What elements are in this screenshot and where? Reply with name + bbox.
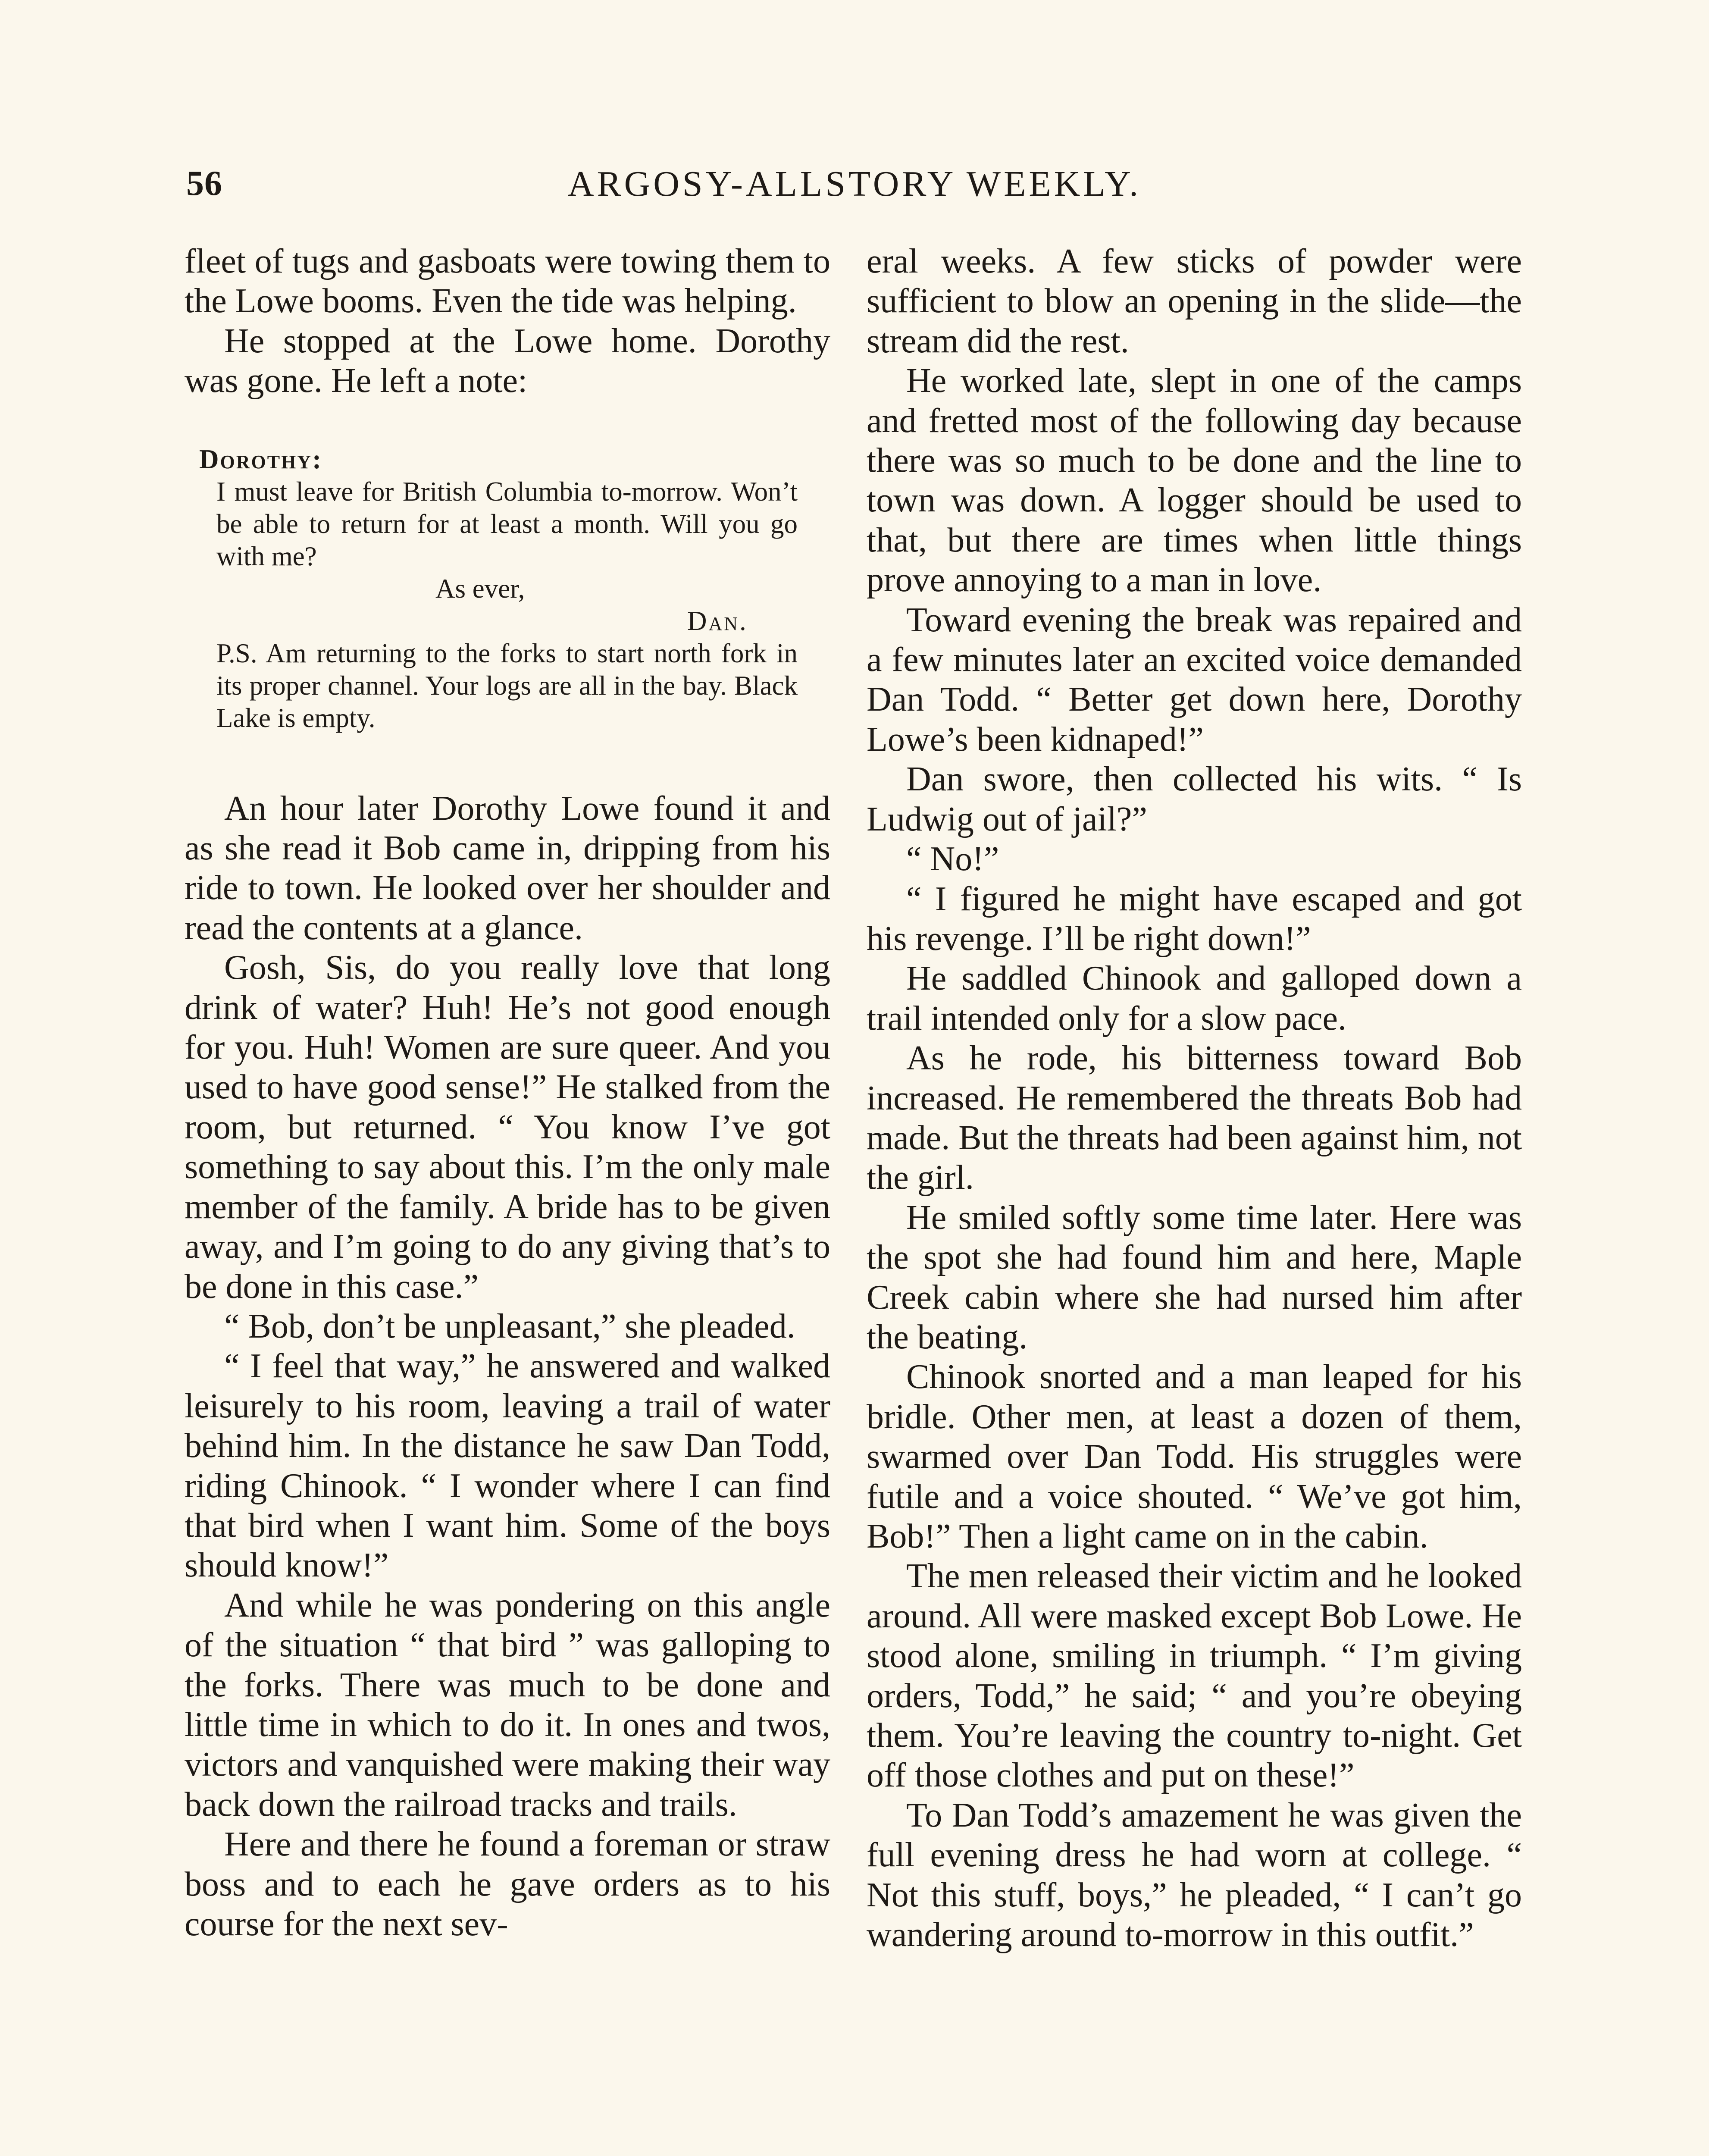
note-signature: Dan. <box>687 605 748 636</box>
paragraph: And while he was pondering on this angle of the situation “ that bird ” was galloping to the forks. There was much to be done and little time in which to do it. In ones and twos, victors and vanquished were making their way back down the railroad tracks and trails. <box>185 1586 830 1824</box>
paragraph: “ I figured he might have escaped and got his revenge. I’ll be right down!” <box>867 880 1522 958</box>
letter-note <box>185 443 830 734</box>
paragraph: He smiled softly some time later. Here was the spot she had found him and here, Maple Creek cabin where she had nursed him after the beating. <box>867 1198 1522 1356</box>
paragraph: He worked late, slept in one of the camps and fretted most of the following day because there was so much to be done and the line to town was down. A logger should be used to that, but there are times when little things prove annoying to a man in love. <box>867 362 1522 599</box>
paragraph: Gosh, Sis, do you really love that long drink of water? Huh! He’s not good enough for you. Huh! Women are sure queer. And you used to have good sense!” He stalked from the room, but returned. “ You know I’ve got something to say about this. I’m the only male member of the family. A bride has to be given away, and I’m going to do any giving that’s to be done in this case.” <box>185 949 830 1306</box>
paragraph: Chinook snorted and a man leaped for his bridle. Other men, at least a dozen of them, swarmed over Dan Todd. His struggles were futile and a voice shouted. “ We’ve got him, Bob!” Then a light came on in the cabin. <box>867 1358 1522 1555</box>
note-body: I must leave for British Columbia to-morrow. Won’t be able to return for at least a month. Will you go with me? <box>216 476 798 571</box>
paragraph: “ Bob, don’t be unpleasant,” she pleaded. <box>224 1307 795 1345</box>
paragraph: To Dan Todd’s amazement he was given the full evening dress he had worn at college. “ Not this stuff, boys,” he pleaded, “ I can’t go wandering around to-morrow in this outfit.” <box>867 1796 1522 1954</box>
paragraph: Toward evening the break was repaired and a few minutes later an excited voice demanded Dan Todd. “ Better get down here, Dorothy Lowe’s been kidnaped!” <box>867 601 1522 758</box>
paragraph: “ I feel that way,” he answered and walked leisurely to his room, leaving a trail of water behind him. In the distance he saw Dan Todd, riding Chinook. “ I wonder where I can find that bird when I want him. Some of the boys should know!” <box>185 1347 830 1585</box>
right-column <box>867 241 1522 1955</box>
paragraph: An hour later Dorothy Lowe found it and as she read it Bob came in, dripping from his ride to town. He looked over her shoulder and read the contents at a glance. <box>185 789 830 947</box>
page-number: 56 <box>186 163 222 203</box>
paragraph: fleet of tugs and gasboats were towing them to the Lowe booms. Even the tide was helping. <box>185 242 830 320</box>
paragraph: “ No!” <box>906 840 999 878</box>
paragraph: As he rode, his bitterness toward Bob increased. He remembered the threats Bob had made. But the threats had been against him, not the girl. <box>867 1039 1522 1197</box>
paragraph: The men released their victim and he looked around. All were masked except Bob Lowe. He stood alone, smiling in triumph. “ I’m giving orders, Todd,” he said; “ and you’re obeying them. You’re leaving the country to-night. Get off those clothes and put on these!” <box>867 1557 1522 1795</box>
note-postscript: P.S. Am returning to the forks to start north fork in its proper channel. Your logs are all in the bay. Black Lake is empty. <box>216 638 798 733</box>
note-closing: As ever, <box>435 573 525 604</box>
paragraph: He saddled Chinook and galloped down a trail intended only for a slow pace. <box>867 959 1522 1037</box>
left-column <box>185 241 830 1944</box>
running-head: ARGOSY-ALLSTORY WEEKLY. <box>567 164 1142 204</box>
note-salutation: Dorothy: <box>199 444 323 474</box>
paragraph: He stopped at the Lowe home. Dorothy was gone. He left a note: <box>185 322 830 400</box>
paragraph: Dan swore, then collected his wits. “ Is Ludwig out of jail?” <box>867 760 1522 838</box>
paragraph: eral weeks. A few sticks of powder were sufficient to blow an opening in the slide—the stream did the rest. <box>867 242 1522 360</box>
paragraph: Here and there he found a foreman or straw boss and to each he gave orders as to his course for the next sev- <box>185 1825 830 1943</box>
